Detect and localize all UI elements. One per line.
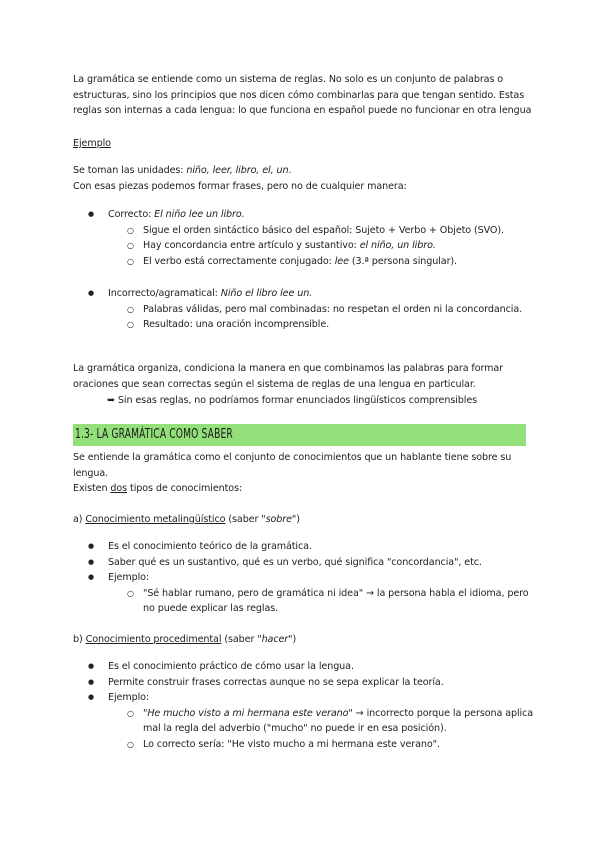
proc-bullet: ● Permite construir frases correctas aunque no se sepa explicar la teoría.: [73, 675, 543, 691]
proc-mid: (saber ": [221, 634, 262, 645]
incorrect-point-text: Palabras válidas, pero mal combinadas: no respetan el orden ni la concordancia.: [143, 303, 523, 315]
proc-sub-bullet: [73, 706, 543, 737]
section-line: Se entiende la gramática como el conjunto de conocimientos que un hablante tiene sobre su: [73, 452, 512, 463]
meta-sub-line: no puede explicar las reglas.: [143, 603, 279, 614]
meta-sub-bullet: [73, 586, 543, 617]
units-suffix: .: [288, 165, 292, 176]
correct-point-italic: el niño, un libro.: [359, 240, 436, 251]
intro-line: reglas son internas a cada lengua: lo que funciona en español puede no funcionar en otra lengua: [73, 105, 532, 116]
intro-line: La gramática se entiende como un sistema de reglas. No solo es un conjunto de palabras o: [73, 74, 504, 85]
meta-mid: (saber ": [225, 514, 266, 525]
meta-bullet: ● Es el conocimiento teórico de la gramática.: [73, 539, 543, 555]
meta-label: [73, 512, 543, 528]
combine-line: Con esas piezas podemos formar frases, pero no de cualquier manera:: [73, 180, 407, 192]
correct-point: [73, 254, 543, 270]
proc-bullet: ● Ejemplo:: [73, 690, 543, 706]
proc-end: "): [288, 634, 297, 645]
types-underlined: dos: [110, 483, 128, 494]
proc-sub-bullet: ○ Lo correcto sería: "He visto mucho a mi hermana este verano".: [73, 737, 543, 753]
proc-italic: hacer: [261, 634, 289, 645]
types-line: [73, 481, 543, 497]
example-title: [73, 136, 543, 152]
correct-item: [73, 207, 543, 223]
summary-line: oraciones que sean correctas según el sistema de reglas de una lengua en particular.: [73, 378, 476, 390]
proc-underlined: Conocimiento procedimental: [85, 634, 222, 645]
meta-prefix: a): [73, 514, 86, 525]
intro-paragraph: [73, 72, 543, 119]
correct-list: [73, 207, 543, 269]
proc-sub-italic: "He mucho visto a mi hermana este verano": [143, 707, 353, 719]
proc-list: [73, 659, 543, 752]
proc-prefix: b): [73, 634, 86, 645]
meta-bullet: ● Ejemplo:: [73, 570, 543, 586]
incorrect-point-text: Resultado: una oración incomprensible.: [143, 319, 330, 330]
intro-line: estructuras, sino los principios que nos dicen cómo combinarlas para que tengan sentido. Estas: [73, 89, 525, 101]
correct-point-suffix: (3.ª persona singular).: [348, 255, 458, 267]
summary-arrow-line: ➥ Sin esas reglas, no podríamos formar enunciados lingüísticos comprensibles: [107, 395, 478, 406]
meta-list: [73, 539, 543, 617]
incorrect-point: [73, 317, 543, 333]
correct-point-text: Sigue el orden sintáctico básico del español: Sujeto + Verbo + Objeto (SVO).: [143, 224, 504, 236]
incorrect-item: [73, 286, 543, 302]
incorrect-label: Incorrecto/agramatical:: [108, 288, 221, 299]
types-prefix: Existen: [73, 483, 111, 494]
proc-sub-line: mal la regla del adverbio ("mucho" no puede ir en esa posición).: [143, 723, 447, 734]
section-line: lengua.: [73, 467, 109, 479]
correct-point-text: Hay concordancia entre artículo y sustantivo:: [143, 240, 360, 251]
section-heading: [73, 424, 526, 446]
types-suffix: tipos de conocimientos:: [127, 483, 243, 494]
meta-italic: sobre: [265, 514, 292, 525]
proc-bullet: ● Es el conocimiento práctico de cómo usar la lengua.: [73, 659, 543, 675]
meta-sub-line: "Sé hablar rumano, pero de gramática ni idea" → la persona habla el idioma, pero: [143, 587, 529, 599]
correct-point-text: El verbo está correctamente conjugado:: [143, 255, 335, 267]
units-italic: niño, leer, libro, el, un: [186, 165, 289, 176]
incorrect-point: [73, 302, 543, 318]
correct-point: [73, 238, 543, 254]
correct-point-italic: lee: [334, 255, 349, 267]
section-heading-text: 1.3- LA GRAMÁTICA COMO SABER: [75, 427, 233, 442]
example-title-text: Ejemplo: [73, 138, 111, 149]
incorrect-list: [73, 286, 543, 333]
units-line: [73, 163, 543, 179]
meta-bullet: ● Saber qué es un sustantivo, qué es un verbo, qué significa "concordancia", etc.: [73, 555, 543, 571]
section-intro: [73, 450, 543, 497]
proc-sub-rest: → incorrecto porque la persona aplica: [352, 707, 534, 719]
correct-label: Correcto:: [108, 209, 155, 220]
proc-label: [73, 632, 543, 648]
meta-underlined: Conocimiento metalingüístico: [85, 514, 226, 525]
units-prefix: Se toman las unidades:: [73, 165, 187, 176]
incorrect-sentence: Niño el libro lee un.: [220, 288, 313, 299]
summary-line: La gramática organiza, condiciona la manera en que combinamos las palabras para formar: [73, 363, 504, 374]
summary-paragraph: [73, 361, 543, 392]
example-units: [73, 163, 543, 194]
correct-sentence: El niño lee un libro.: [154, 209, 245, 220]
correct-point: [73, 223, 543, 239]
meta-end: "): [291, 514, 300, 525]
